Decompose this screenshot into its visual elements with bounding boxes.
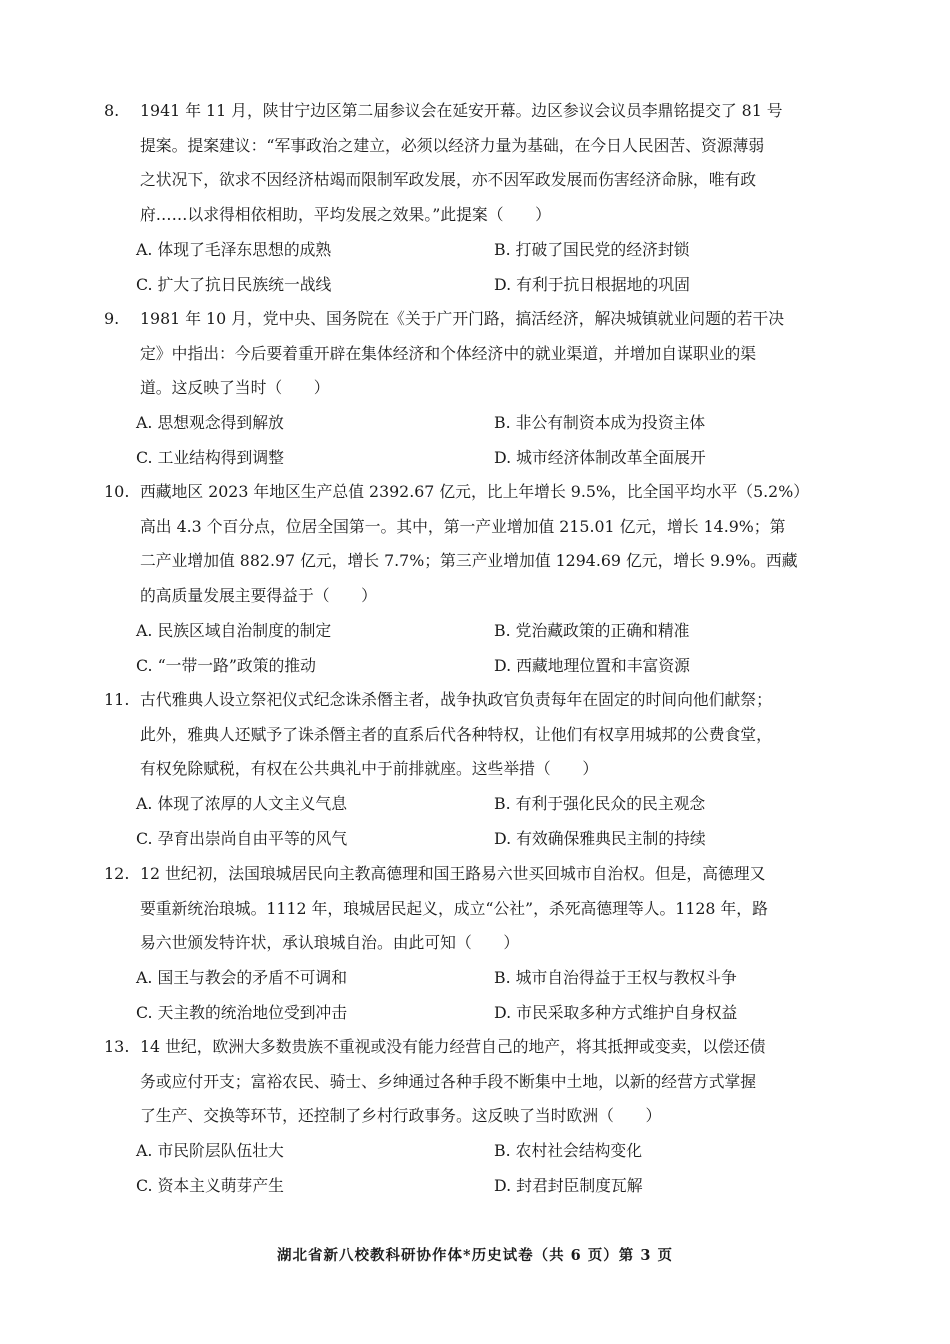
question-stem-line: 府……以求得相依相助，平均发展之效果。”此提案（ ）: [140, 205, 551, 225]
option-a: A. 市民阶层队伍壮大: [136, 1141, 284, 1161]
option-c: C. 工业结构得到调整: [136, 447, 284, 467]
question-stem-line: 1941 年 11 月，陕甘宁边区第二届参议会在延安开幕。边区参议会议员李鼎铭提交了 81 号: [140, 101, 783, 120]
question-stem-line: 的高质量发展主要得益于（ ）: [140, 586, 377, 606]
question-stem-line: 二产业增加值 882.97 亿元，增长 7.7%；第三产业增加值 1294.69 亿元，增长 9.9%。西藏: [140, 551, 798, 571]
option-d: D. 有利于抗日根据地的巩固: [494, 274, 690, 294]
option-a: A. 思想观念得到解放: [136, 413, 284, 433]
question-stem-line: 此外，雅典人还赋予了诛杀僭主者的直系后代各种特权，让他们有权享用城邦的公费食堂，: [140, 724, 772, 744]
question-stem-line: 易六世颁发特许状，承认琅城自治。由此可知（ ）: [140, 933, 520, 953]
page-footer: 湖北省新八校教科研协作体*历史试卷（共 6 页）第 3 页: [277, 1247, 673, 1264]
option-a: A. 体现了浓厚的人文主义气息: [136, 794, 348, 814]
option-b: B. 打破了国民党的经济封锁: [494, 239, 690, 259]
option-d: D. 有效确保雅典民主制的持续: [494, 828, 706, 848]
question-stem-line: 要重新统治琅城。1112 年，琅城居民起义，成立“公社”，杀死高德理等人。1128 年，路: [140, 898, 768, 918]
option-c: C. 孕育出崇尚自由平等的风气: [136, 828, 348, 848]
question-stem-line: 道。这反映了当时（ ）: [140, 378, 330, 398]
option-b: B. 城市自治得益于王权与教权斗争: [494, 968, 737, 988]
question-stem-line: 务或应付开支；富裕农民、骑士、乡绅通过各种手段不断集中土地，以新的经营方式掌握: [140, 1071, 757, 1091]
option-c: C. 天主教的统治地位受到冲击: [136, 1002, 348, 1022]
question-stem-line: 高出 4.3 个百分点，位居全国第一。其中，第一产业增加值 215.01 亿元，增长 14.9%；第: [140, 516, 786, 536]
question-stem-line: 有权免除赋税，有权在公共典礼中于前排就座。这些举措（ ）: [140, 759, 599, 779]
question-stem-line: 提案。提案建议：“军事政治之建立，必须以经济力量为基础，在今日人民困苦、资源薄弱: [140, 135, 765, 155]
option-b: B. 党治藏政策的正确和精准: [494, 620, 690, 640]
option-a: A. 体现了毛泽东思想的成熟: [136, 239, 332, 259]
question-stem-line: 14 世纪，欧洲大多数贵族不重视或没有能力经营自己的地产，将其抵押或变卖，以偿还债: [140, 1037, 766, 1056]
option-d: D. 封君封臣制度瓦解: [494, 1175, 643, 1195]
option-c: C. 资本主义萌芽产生: [136, 1175, 284, 1195]
option-b: B. 非公有制资本成为投资主体: [494, 413, 706, 433]
option-a: A. 民族区域自治制度的制定: [136, 620, 332, 640]
question-number: 12.: [104, 864, 130, 883]
option-c: C. “一带一路”政策的推动: [136, 655, 316, 675]
option-b: B. 有利于强化民众的民主观念: [494, 794, 706, 814]
option-b: B. 农村社会结构变化: [494, 1141, 643, 1161]
question-number: 8.: [104, 101, 120, 120]
question-stem-line: 之状况下，欲求不因经济枯竭而限制军政发展，亦不因军政发展而伤害经济命脉，唯有政: [140, 170, 757, 190]
question-stem-line: 了生产、交换等环节，还控制了乡村行政事务。这反映了当时欧洲（ ）: [140, 1106, 662, 1126]
option-d: D. 市民采取多种方式维护自身权益: [494, 1002, 738, 1022]
question-stem-line: 西藏地区 2023 年地区生产总值 2392.67 亿元，比上年增长 9.5%，比全国平均水平（5.2%）: [140, 482, 810, 501]
question-number: 13.: [104, 1037, 130, 1056]
option-a: A. 国王与教会的矛盾不可调和: [136, 968, 348, 988]
question-stem-line: 12 世纪初，法国琅城居民向主教高德理和国王路易六世买回城市自治权。但是，高德理又: [140, 864, 766, 883]
option-d: D. 城市经济体制改革全面展开: [494, 447, 706, 467]
option-c: C. 扩大了抗日民族统一战线: [136, 274, 332, 294]
question-stem-line: 古代雅典人设立祭祀仪式纪念诛杀僭主者，战争执政官负责每年在固定的时间向他们献祭；: [140, 690, 772, 709]
question-stem-line: 定》中指出：今后要着重开辟在集体经济和个体经济中的就业渠道，并增加自谋职业的渠: [140, 343, 757, 363]
question-number: 9.: [104, 309, 120, 328]
question-stem-line: 1981 年 10 月，党中央、国务院在《关于广开门路，搞活经济，解决城镇就业问题的若干决: [140, 309, 785, 328]
option-d: D. 西藏地理位置和丰富资源: [494, 655, 690, 675]
question-number: 10.: [104, 482, 130, 501]
question-number: 11.: [104, 690, 130, 709]
